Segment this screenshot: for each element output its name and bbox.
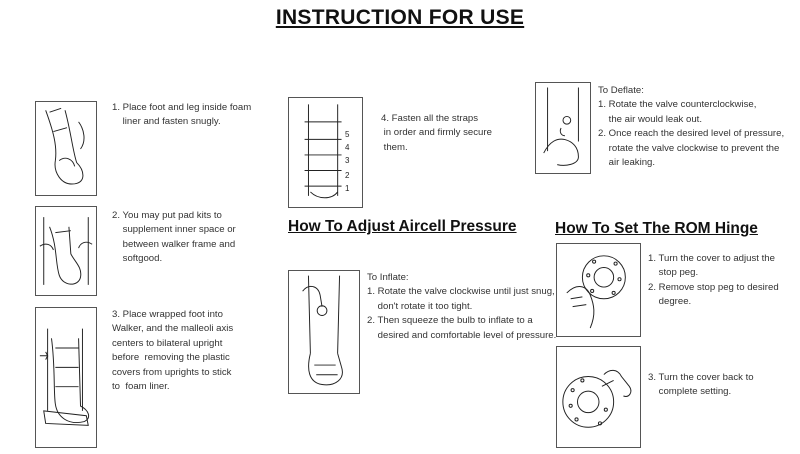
step4-text: 4. Fasten all the straps in order and firmly secure them. [381, 113, 492, 153]
step2-text: 2. You may put pad kits to supplement inner space or between walker frame and softgood. [112, 210, 236, 265]
rom-step1-illustration [556, 243, 641, 337]
inflate-text: To Inflate: 1. Rotate the valve clockwise until just snug, don't rotate it too tight. 2. Then squeeze the bulb to inflate to a desired and comfortable level of pressure. [367, 272, 557, 341]
strap-number-3: 3 [345, 156, 350, 165]
deflate-illustration [535, 82, 591, 174]
aircell-section-heading: How To Adjust Aircell Pressure [288, 218, 517, 235]
deflate-text: To Deflate: 1. Rotate the valve counterclockwise, the air would leak out. 2. Once reach the desired level of pressure, rotate the valve clockwise to prevent the air leaking. [598, 85, 785, 169]
rom-section-heading: How To Set The ROM Hinge [555, 220, 758, 237]
strap-number-5: 5 [345, 130, 350, 139]
inflate-illustration [288, 270, 360, 394]
step4-illustration [288, 97, 363, 208]
step2-illustration [35, 206, 97, 296]
step1-text: 1. Place foot and leg inside foam liner and fasten snugly. [112, 102, 252, 128]
strap-number-4: 4 [345, 143, 350, 152]
rom-step1-text: 1. Turn the cover to adjust the stop peg. 2. Remove stop peg to desired degree. [648, 253, 779, 308]
strap-number-2: 2 [345, 171, 350, 180]
step3-illustration [35, 307, 97, 448]
strap-number-1: 1 [345, 184, 350, 193]
step3-text: 3. Place wrapped foot into Walker, and the malleoli axis centers to bilateral upright before removing the plastic covers from uprights to stick to foam liner. [112, 309, 234, 393]
step1-illustration [35, 101, 97, 196]
rom-step3-illustration [556, 346, 641, 448]
rom-step3-text: 3. Turn the cover back to complete setting. [648, 372, 754, 398]
page-title: INSTRUCTION FOR USE [275, 6, 525, 29]
